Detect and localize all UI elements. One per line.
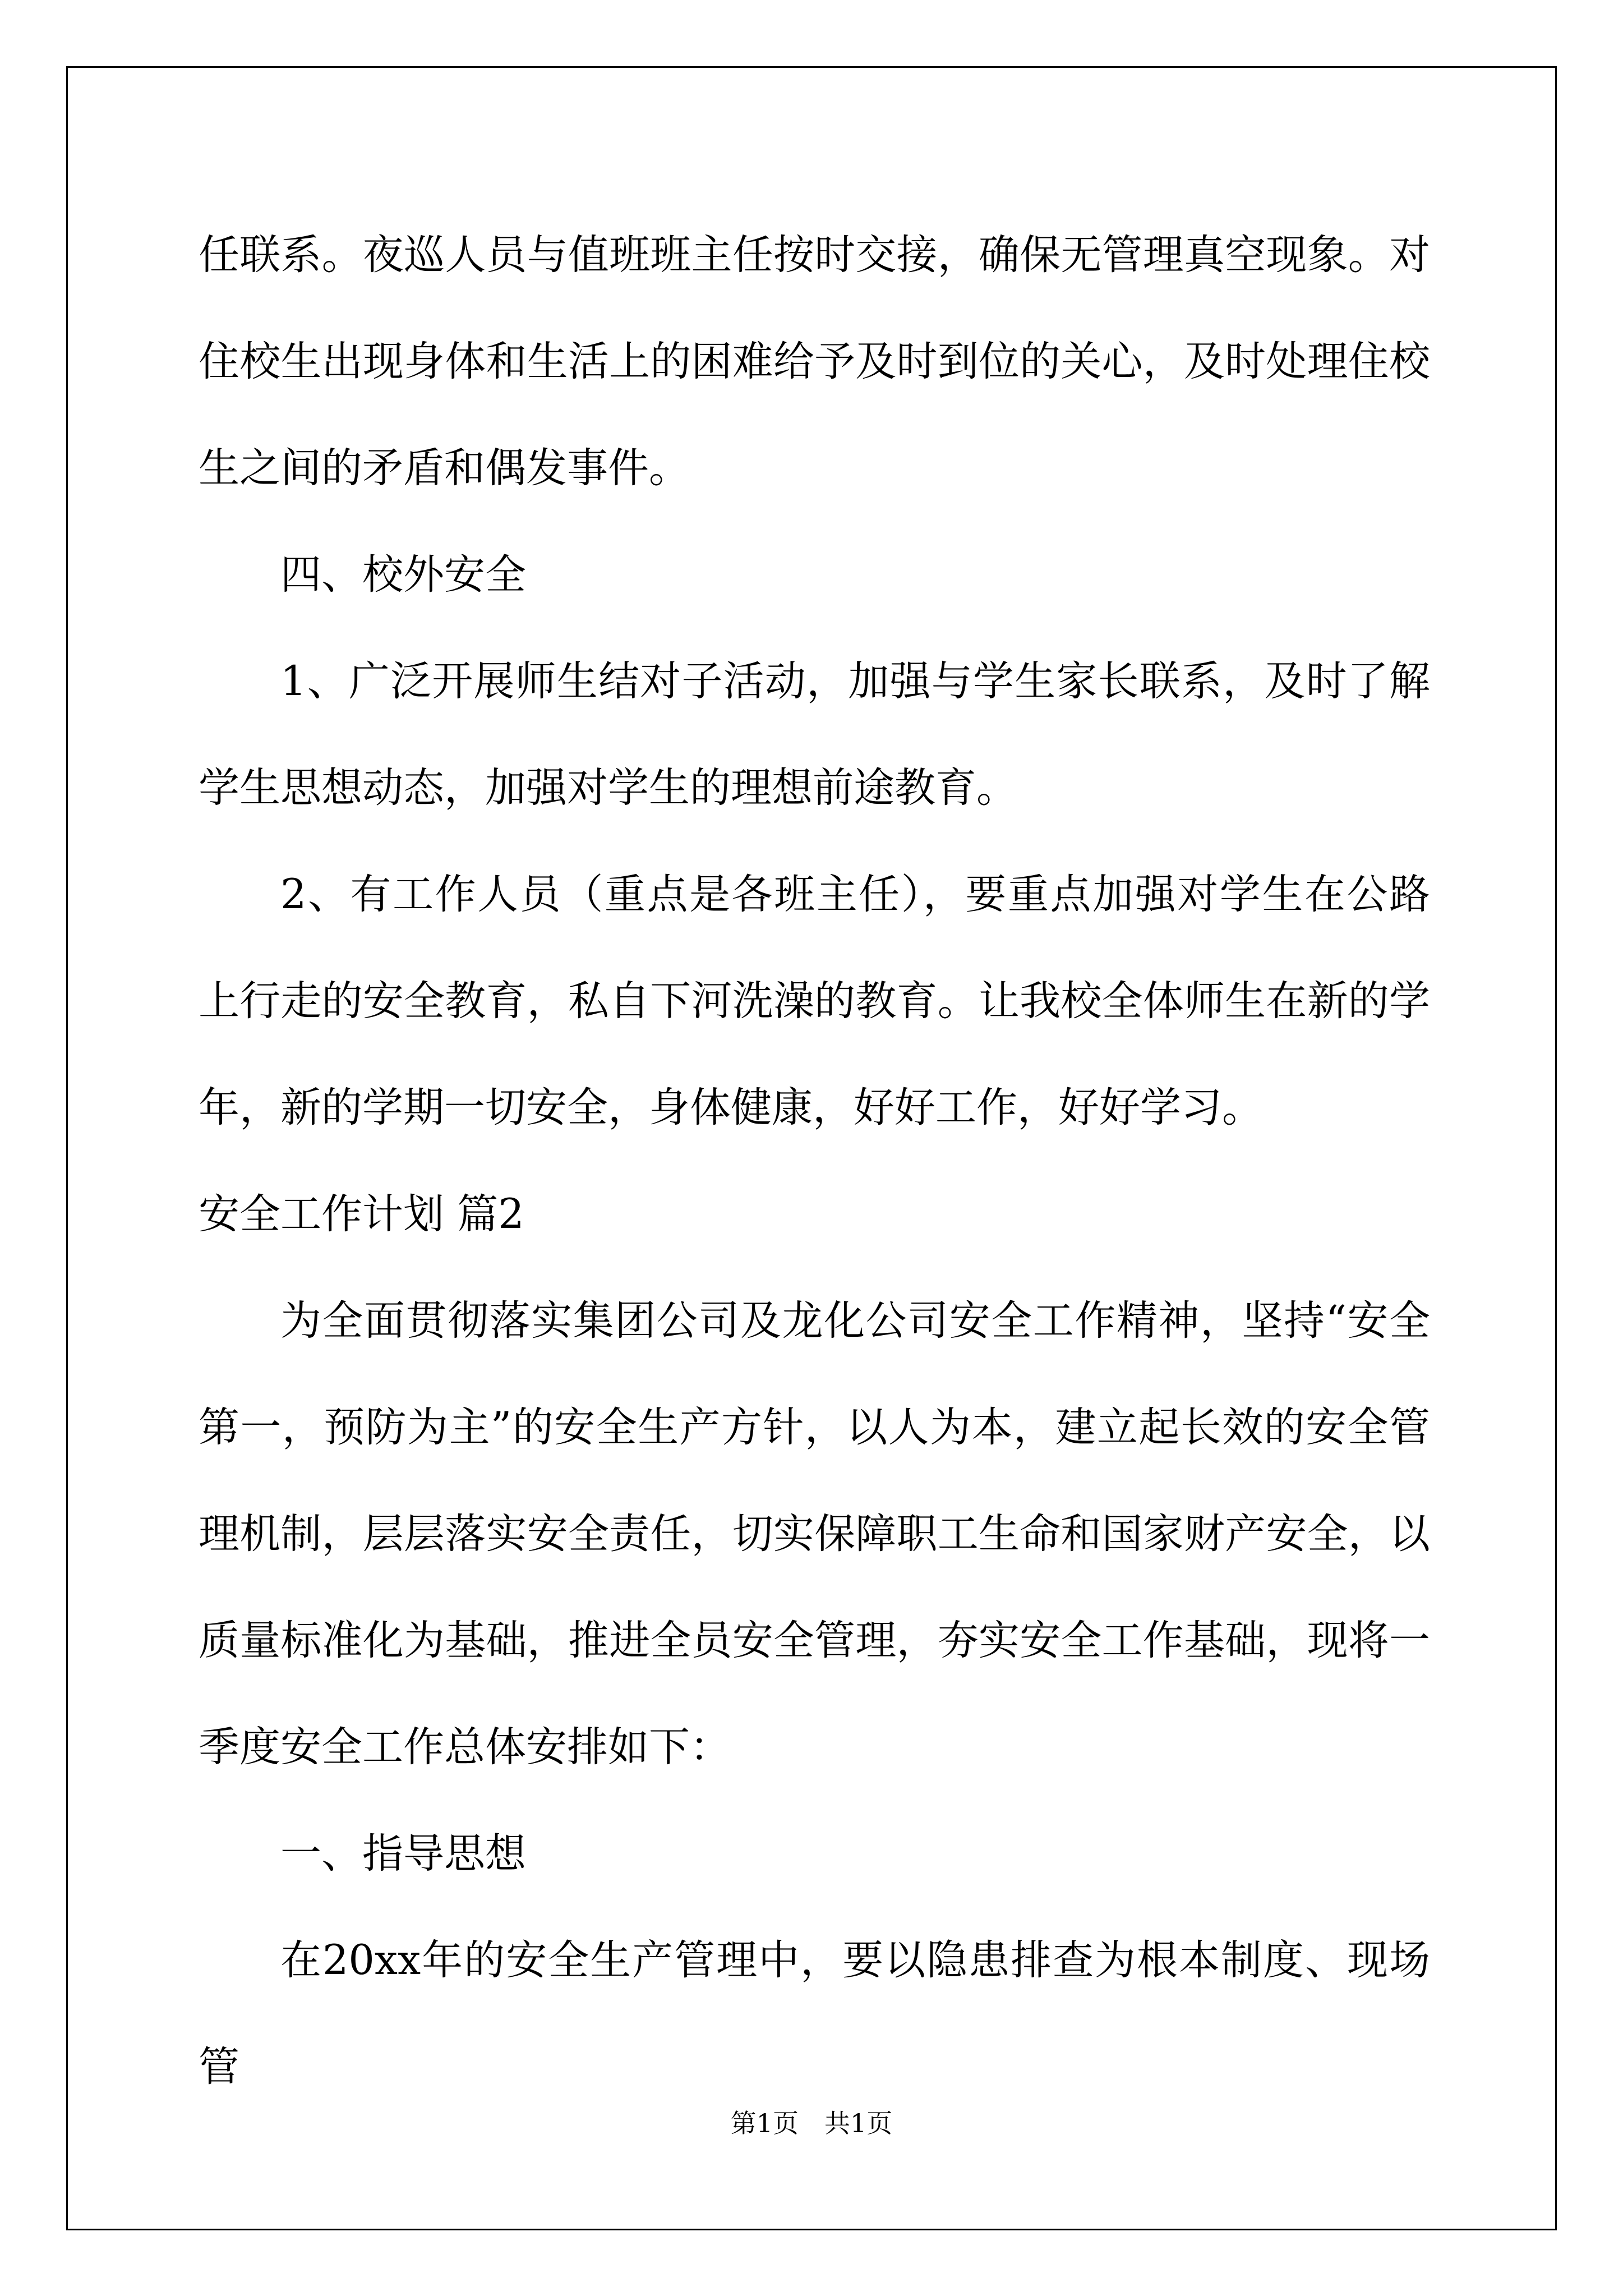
paragraph-item-1: 1、广泛开展师生结对子活动，加强与学生家长联系，及时了解学生思想动态，加强对学生的理想前途教育。 xyxy=(199,657,1430,812)
section-heading-offcampus-safety: 四、校外安全 xyxy=(280,551,526,599)
plan-title: 安全工作计划 篇2 xyxy=(199,1190,524,1238)
paragraph-continuation: 任联系。夜巡人员与值班班主任按时交接，确保无管理真空现象。对住校生出现身体和生活上的困难给予及时到位的关心，及时处理住校生之间的矛盾和偶发事件。 xyxy=(199,231,1430,492)
section-heading-guiding-thought: 一、指导思想 xyxy=(280,1830,526,1878)
paragraph-intro: 为全面贯彻落实集团公司及龙化公司安全工作精神，坚持“安全第一，预防为主”的安全生产方针，以人为本，建立起长效的安全管理机制，层层落实安全责任，切实保障职工生命和国家财产安全，以质量标准化为基础，推进全员安全管理，夯实安全工作基础，现将一季度安全工作总体安排如下： xyxy=(199,1297,1430,1771)
page-footer: 第1页 共1页 xyxy=(730,2108,893,2138)
paragraph-guiding-thought: 在20xx年的安全生产管理中，要以隐患排查为根本制度、现场管 xyxy=(199,1936,1430,2091)
document-body xyxy=(199,202,1430,2120)
paragraph-item-2: 2、有工作人员（重点是各班主任），要重点加强对学生在公路上行走的安全教育，私自下河洗澡的教育。让我校全体师生在新的学年，新的学期一切安全，身体健康，好好工作，好好学习。 xyxy=(199,871,1430,1131)
